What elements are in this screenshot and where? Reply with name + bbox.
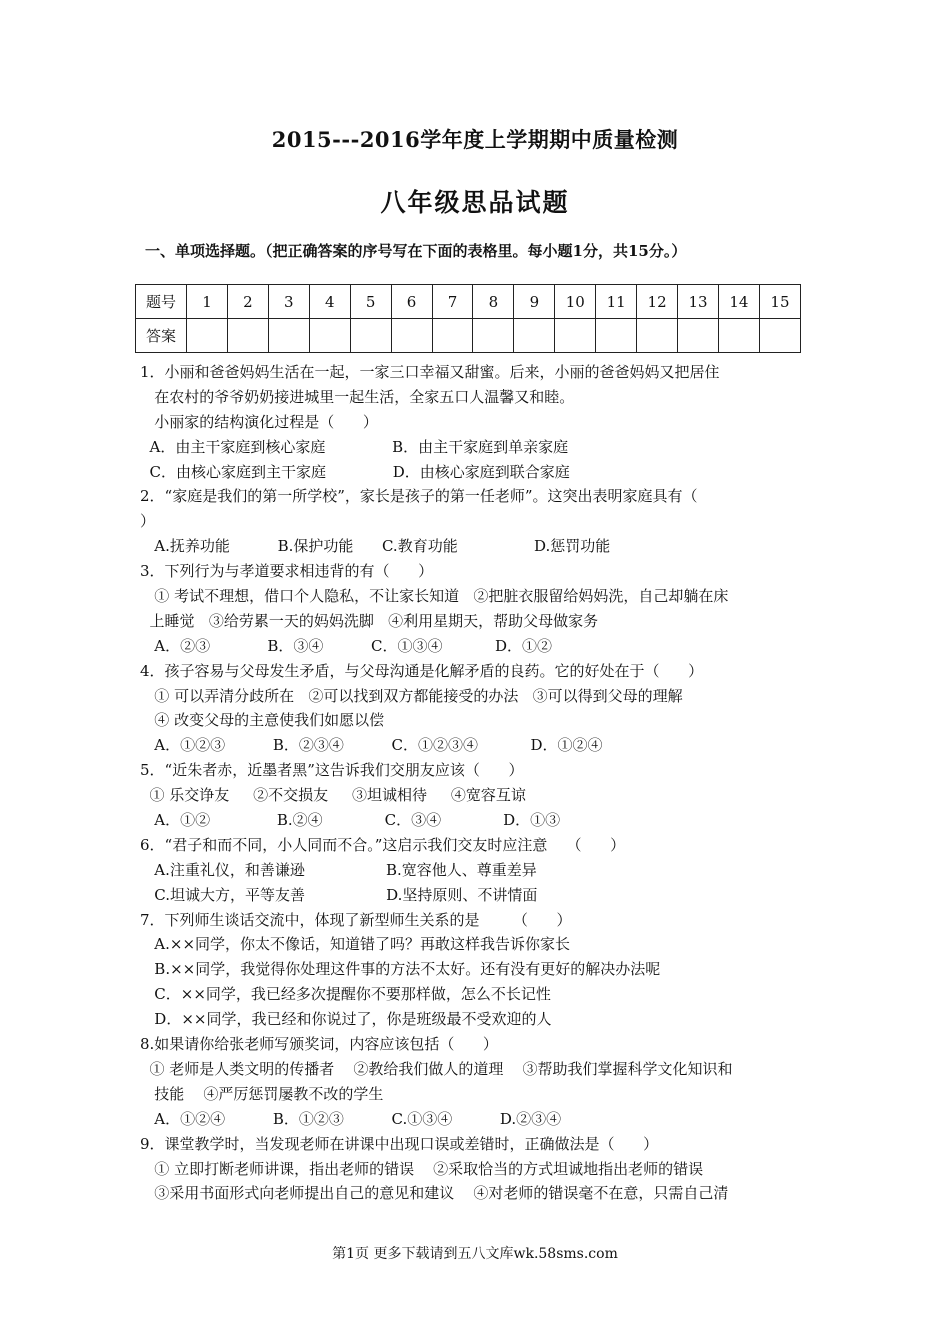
section-heading: 一、单项选择题。（把正确答案的序号写在下面的表格里。每小题1分，共15分。）	[145, 242, 687, 260]
question-line: ① 乐交诤友 ②不交损友 ③坦诚相待 ④宽容互谅	[140, 786, 526, 805]
question-number-cell: 2	[227, 285, 268, 319]
exam-subtitle: 八年级思品试题	[380, 188, 570, 217]
question-number-cell: 12	[637, 285, 678, 319]
question-line: 上睡觉 ③给劳累一天的妈妈洗脚 ④利用星期天，帮助父母做家务	[140, 611, 599, 630]
question-line: A.注重礼仪，和善谦逊 B.宽容他人、尊重差异	[140, 860, 537, 879]
question-line: ① 立即打断老师讲课，指出老师的错误 ②采取恰当的方式坦诚地指出老师的错误	[140, 1159, 704, 1178]
table-answer-label: 答案	[136, 319, 187, 353]
answer-table-header-row	[136, 285, 801, 319]
question-line: ① 可以弄清分歧所在 ②可以找到双方都能接受的办法 ③可以得到父母的理解	[140, 686, 683, 705]
answer-cell[interactable]	[227, 319, 268, 353]
question-line: 3．下列行为与孝道要求相违背的有（ ）	[140, 562, 434, 581]
answer-cell[interactable]	[514, 319, 555, 353]
answer-table	[135, 284, 801, 353]
question-line: 技能 ④严厉惩罚屡教不改的学生	[140, 1084, 384, 1103]
question-line: A．②③ B．③④ C．①③④ D．①②	[140, 636, 553, 655]
question-line: C.坦诚大方，平等友善 D.坚持原则、不讲情面	[140, 885, 538, 904]
answer-cell[interactable]	[391, 319, 432, 353]
question-number-cell: 5	[350, 285, 391, 319]
question-line: 4．孩子容易与父母发生矛盾，与父母沟通是化解矛盾的良药。它的好处在于（ ）	[140, 661, 704, 680]
exam-title: 2015---2016学年度上学期期中质量检测	[271, 127, 679, 152]
question-line: 1．小丽和爸爸妈妈生活在一起，一家三口幸福又甜蜜。后来，小丽的爸爸妈妈又把居住	[140, 363, 720, 381]
page-footer: 第1页 更多下载请到五八文库wk.58sms.com	[332, 1246, 618, 1262]
question-line: A.××同学，你太不像话，知道错了吗？再敢这样我告诉你家长	[140, 935, 571, 954]
answer-cell[interactable]	[596, 319, 637, 353]
question-line: ③采用书面形式向老师提出自己的意见和建议 ④对老师的错误毫不在意，只需自己清	[140, 1184, 729, 1203]
answer-cell[interactable]	[268, 319, 309, 353]
question-line: C．××同学，我已经多次提醒你不要那样做，怎么不长记性	[140, 985, 551, 1004]
question-number-cell: 9	[514, 285, 555, 319]
question-number-cell: 3	[268, 285, 309, 319]
question-number-cell: 14	[718, 285, 759, 319]
table-header-label: 题号	[136, 285, 187, 319]
question-number-cell: 7	[432, 285, 473, 319]
question-number-cell: 15	[759, 285, 800, 319]
answer-cell[interactable]	[350, 319, 391, 353]
question-line: D．××同学，我已经和你说过了，你是班级最不受欢迎的人	[140, 1010, 552, 1029]
answer-cell[interactable]	[637, 319, 678, 353]
question-line: 小丽家的结构演化过程是（ ）	[140, 412, 378, 431]
question-line: A.抚养功能 B.保护功能 C.教育功能 D.惩罚功能	[140, 537, 611, 556]
answer-cell[interactable]	[187, 319, 228, 353]
question-line: A．①② B.②④ C．③④ D．①③	[140, 811, 561, 830]
question-number-cell: 11	[596, 285, 637, 319]
answer-cell[interactable]	[678, 319, 719, 353]
questions-area	[140, 360, 820, 1206]
question-line: B.××同学，我觉得你处理这件事的方法不太好。还有没有更好的解决办法呢	[140, 960, 661, 979]
question-line: C．由核心家庭到主干家庭 D．由核心家庭到联合家庭	[140, 462, 570, 481]
answer-cell[interactable]	[718, 319, 759, 353]
question-number-cell: 1	[187, 285, 228, 319]
question-line: 2．“家庭是我们的第一所学校”，家长是孩子的第一任老师”。这突出表明家庭具有（	[140, 487, 698, 506]
question-line: ）	[140, 512, 156, 531]
question-line: 5．“近朱者赤，近墨者黑”这告诉我们交朋友应该（ ）	[140, 761, 524, 780]
answer-cell[interactable]	[555, 319, 596, 353]
question-line: 9．课堂教学时，当发现老师在讲课中出现口误或差错时，正确做法是（ ）	[140, 1134, 659, 1153]
answer-cell[interactable]	[309, 319, 350, 353]
answer-cell[interactable]	[473, 319, 514, 353]
question-line: ① 老师是人类文明的传播者 ②教给我们做人的道理 ③帮助我们掌握科学文化知识和	[140, 1059, 733, 1078]
answer-table-answer-row	[136, 319, 801, 353]
question-number-cell: 8	[473, 285, 514, 319]
question-line: ① 考试不理想，借口个人隐私，不让家长知道 ②把脏衣服留给妈妈洗，自己却躺在床	[140, 587, 729, 606]
question-number-cell: 6	[391, 285, 432, 319]
question-line: 6．“君子和而不同，小人同而不合。”这启示我们交友时应注意 （ ）	[140, 835, 626, 854]
question-line: A．①②④ B．①②③ C.①③④ D.②③④	[140, 1109, 562, 1128]
question-line: A．①②③ B．②③④ C．①②③④ D．①②④	[140, 736, 603, 755]
question-line: 在农村的爷爷奶奶接进城里一起生活，全家五口人温馨又和睦。	[140, 387, 575, 406]
question-line: 8.如果请你给张老师写颁奖词，内容应该包括（ ）	[140, 1035, 498, 1054]
question-line: ④ 改变父母的主意使我们如愿以偿	[140, 711, 385, 730]
question-line: 7．下列师生谈话交流中，体现了新型师生关系的是 （ ）	[140, 910, 572, 929]
question-line: A．由主干家庭到核心家庭 B．由主干家庭到单亲家庭	[140, 437, 569, 456]
question-number-cell: 4	[309, 285, 350, 319]
question-number-cell: 13	[678, 285, 719, 319]
answer-cell[interactable]	[432, 319, 473, 353]
answer-cell[interactable]	[759, 319, 800, 353]
question-number-cell: 10	[555, 285, 596, 319]
